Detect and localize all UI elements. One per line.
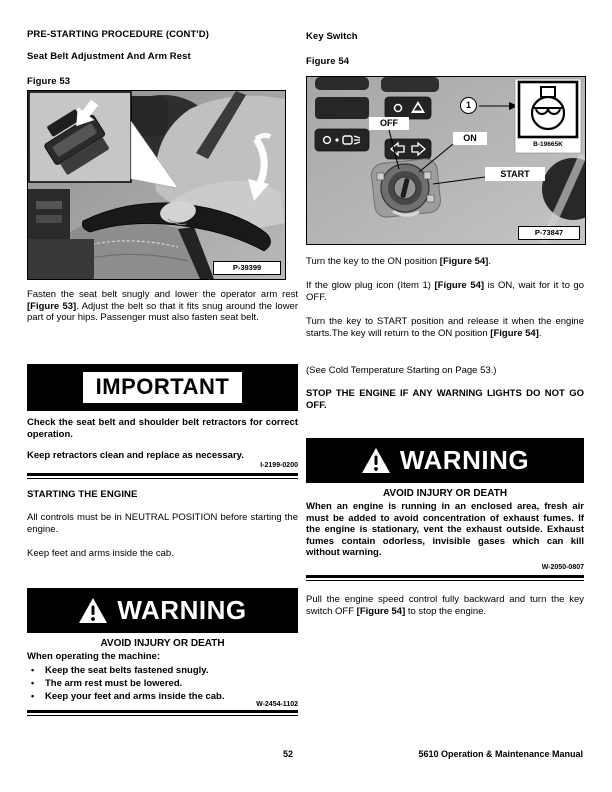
warning-triangle-icon xyxy=(361,447,391,474)
important-code: I-2199-0200 xyxy=(260,462,298,469)
warning-right-subtitle: AVOID INJURY OR DEATH xyxy=(382,488,508,499)
important-banner-inner xyxy=(83,372,243,403)
warning-right-body: When an engine is running in an enclosed area, fresh air must be added to avoid concentration of exhaust fumes. If the engine is stationary, vent the exhaust outside. Exhaust fumes contain odorless, invisible gases which can kill without warning. xyxy=(306,501,584,559)
seat-belt-paragraph-post: . Adjust the belt so that it fits snug around the lower part of your hips. Passenger must also fasten seat belt. xyxy=(27,300,298,324)
figure54-illustration xyxy=(307,77,585,244)
bullet-text: Keep the seat belts fastened snugly. xyxy=(45,665,209,676)
warning-left-subtitle: AVOID INJURY OR DEATH xyxy=(100,638,225,649)
figure54-caption: Figure 54 xyxy=(306,56,350,67)
figure54-reference: [Figure 54] xyxy=(490,327,539,339)
light-switch xyxy=(315,129,369,151)
important-line1: Check the seat belt and shoulder belt retractors for correct operation. xyxy=(27,417,298,440)
seat-belt-paragraph xyxy=(27,289,298,324)
warning-right-code: W-2050-0807 xyxy=(541,564,584,571)
seat-belt-paragraph-pre: Fasten the seat belt snugly and lower the operator arm rest xyxy=(27,289,298,300)
starting-engine-heading: STARTING THE ENGINE xyxy=(27,489,138,500)
footer-page-number: 52 xyxy=(282,749,293,759)
divider-rule xyxy=(27,710,298,716)
bullet-marker: • xyxy=(31,665,35,675)
start-pre: Turn the key to START position and release it when the engine starts.The key will return to the ON position xyxy=(306,316,584,339)
divider-rule xyxy=(306,575,584,581)
warning-left-intro: When operating the machine: xyxy=(27,651,161,662)
stop-engine-warning-text: STOP THE ENGINE IF ANY WARNING LIGHTS DO NOT GO OFF. xyxy=(306,388,584,411)
warning-banner-left xyxy=(27,588,298,633)
bullet-marker: • xyxy=(31,691,35,701)
bullet-item xyxy=(27,677,298,690)
keep-feet-paragraph: Keep feet and arms inside the cab. xyxy=(27,548,174,559)
divider-rule xyxy=(27,473,298,479)
bullet-marker: • xyxy=(31,678,35,688)
warning-left-code: W-2454-1102 xyxy=(256,701,298,708)
hazard-switch xyxy=(385,97,431,119)
figure54-photo-code: P-73847 xyxy=(518,226,580,240)
glow-plug-post: is ON, wait for it to go OFF. xyxy=(306,280,584,303)
bullet-text: The arm rest must be lowered. xyxy=(45,678,183,689)
left-subsection-heading: Seat Belt Adjustment And Arm Rest xyxy=(27,51,191,62)
bullet-item xyxy=(27,664,298,677)
item1-callout: 1 xyxy=(460,97,477,114)
off-position-label: OFF xyxy=(369,117,409,130)
controls-paragraph: All controls must be in NEUTRAL POSITION before starting the engine. xyxy=(27,512,298,535)
on-position-label: ON xyxy=(453,132,487,145)
glow-plug-icon-code: B-19665K xyxy=(533,141,563,148)
cold-start-note: (See Cold Temperature Starting on Page 53.) xyxy=(306,365,497,376)
footer-manual-title: 5610 Operation & Maintenance Manual xyxy=(418,749,583,759)
figure53-reference: [Figure 53] xyxy=(27,300,77,312)
important-title: IMPORTANT xyxy=(95,374,230,399)
key-switch-heading: Key Switch xyxy=(306,31,358,42)
figure54-reference: [Figure 54] xyxy=(356,605,406,617)
figure54-photo xyxy=(306,76,586,245)
start-position-label: START xyxy=(485,167,545,181)
figure54-reference: [Figure 54] xyxy=(439,256,489,267)
start-paragraph xyxy=(306,316,584,339)
glow-plug-paragraph xyxy=(306,280,584,303)
warning-left-bullets xyxy=(27,664,298,703)
warning-title-left: WARNING xyxy=(117,595,247,625)
glow-plug-pre: If the glow plug icon (Item 1) xyxy=(306,280,435,291)
turn-on-pre: Turn the key to the ON position xyxy=(306,256,440,267)
turn-on-paragraph xyxy=(306,256,584,268)
figure54-reference: [Figure 54] xyxy=(434,280,485,291)
figure53-caption: Figure 53 xyxy=(27,76,71,87)
figure53-photo xyxy=(27,90,286,280)
important-line2: Keep retractors clean and replace as necessary. xyxy=(27,450,244,461)
panel-switch xyxy=(315,97,369,119)
panel-switch xyxy=(315,77,369,90)
bullet-text: Keep your feet and arms inside the cab. xyxy=(45,691,225,702)
stop-paragraph xyxy=(306,594,584,617)
panel-switch xyxy=(381,77,439,92)
stop-pre: Pull the engine speed control fully backward and turn the key switch OFF xyxy=(306,594,584,617)
warning-banner-right xyxy=(306,438,584,483)
turn-on-post: . xyxy=(488,256,491,267)
figure53-illustration xyxy=(28,91,285,279)
figure53-photo-code: P-39399 xyxy=(213,261,281,275)
start-post: . xyxy=(538,327,542,339)
warning-title-right: WARNING xyxy=(399,445,530,475)
left-section-heading: PRE-STARTING PROCEDURE (CONT'D) xyxy=(27,29,209,40)
stop-post: to stop the engine. xyxy=(405,605,487,617)
important-banner xyxy=(27,364,298,411)
warning-triangle-icon xyxy=(78,597,108,624)
key-switch xyxy=(370,158,441,219)
